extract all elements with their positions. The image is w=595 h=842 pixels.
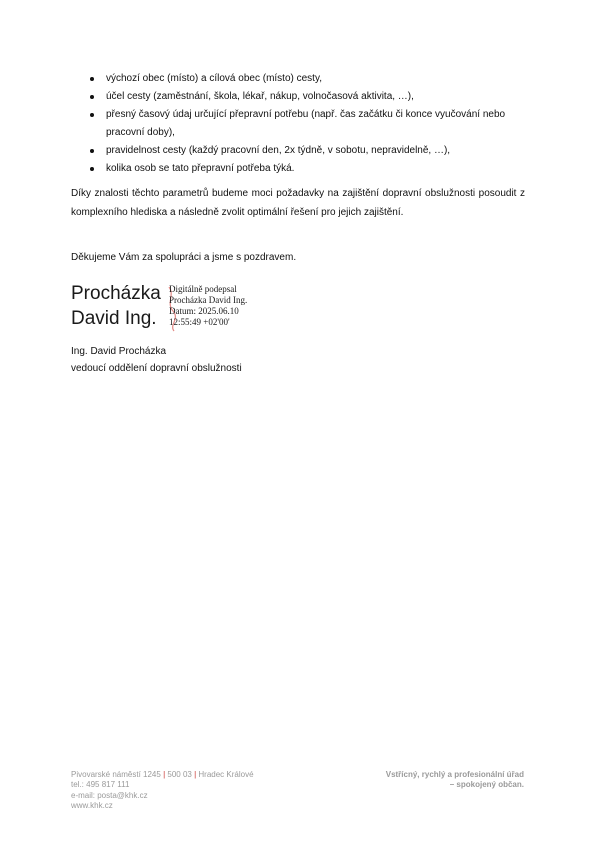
footer-zip: 500 03	[167, 770, 192, 779]
signature-name-line-2: David Ing.	[71, 308, 157, 329]
footer-street: Pivovarské náměstí 1245	[71, 770, 161, 779]
signature-name	[71, 281, 161, 331]
footer-motto	[386, 770, 524, 791]
footer-email: e-mail: posta@khk.cz	[71, 790, 148, 800]
list-item-text: kolika osob se tato přepravní potřeba týká.	[106, 163, 295, 174]
bullet-dot	[90, 167, 94, 171]
signature-meta-line: Datum: 2025.06.10	[169, 306, 239, 316]
signer-name: Ing. David Procházka	[71, 346, 167, 357]
signer-block	[71, 343, 242, 377]
footer-city: Hradec Králové	[198, 770, 254, 779]
footer-separator: |	[163, 770, 166, 779]
list-item	[90, 70, 525, 88]
footer-address	[71, 770, 254, 780]
signature-meta-line: Procházka David Ing.	[169, 295, 248, 305]
list-item	[90, 88, 525, 106]
signature-meta	[169, 284, 247, 328]
footer-separator: |	[194, 770, 197, 779]
body-paragraph: Díky znalosti těchto parametrů budeme moci požadavky na zajištění dopravní obslužnosti posoudit z komplexního hlediska a následně zvolit optimální řešení pro jejich zajištění.	[71, 188, 525, 218]
footer-motto-line-1: Vstřícný, rychlý a profesionální úřad	[385, 770, 524, 779]
list-item-text: přesný časový údaj určující přepravní potřebu (např. čas začátku či konce vyučování nebo pracovní doby),	[106, 109, 506, 138]
list-item-text: výchozí obec (místo) a cílová obec (místo) cesty,	[106, 73, 322, 84]
list-item	[90, 160, 525, 178]
footer-contact	[71, 770, 254, 812]
signer-title: vedoucí oddělení dopravní obslužnosti	[71, 363, 242, 374]
bullet-dot	[90, 95, 94, 99]
closing-sentence: Děkujeme Vám za spolupráci a jsme s pozdravem.	[71, 252, 297, 263]
digital-signature	[71, 281, 271, 337]
bullet-list	[90, 70, 525, 178]
bullet-dot	[90, 77, 94, 81]
signature-meta-line: Digitálně podepsal	[169, 284, 237, 294]
signature-meta-line: 12:55:49 +02'00'	[169, 317, 230, 327]
bullet-dot	[90, 113, 94, 117]
footer-motto-line-2: – spokojený občan.	[449, 780, 524, 790]
list-item-text: účel cesty (zaměstnání, škola, lékař, nákup, volnočasová aktivita, …),	[106, 91, 414, 102]
bullet-dot	[90, 149, 94, 153]
list-item	[90, 142, 525, 160]
list-item	[90, 106, 525, 142]
footer-tel: tel.: 495 817 111	[71, 780, 130, 790]
footer-web: www.khk.cz	[71, 801, 113, 811]
signature-name-line-1: Procházka	[71, 283, 161, 304]
list-item-text: pravidelnost cesty (každý pracovní den, 2x týdně, v sobotu, nepravidelně, …),	[106, 145, 451, 156]
